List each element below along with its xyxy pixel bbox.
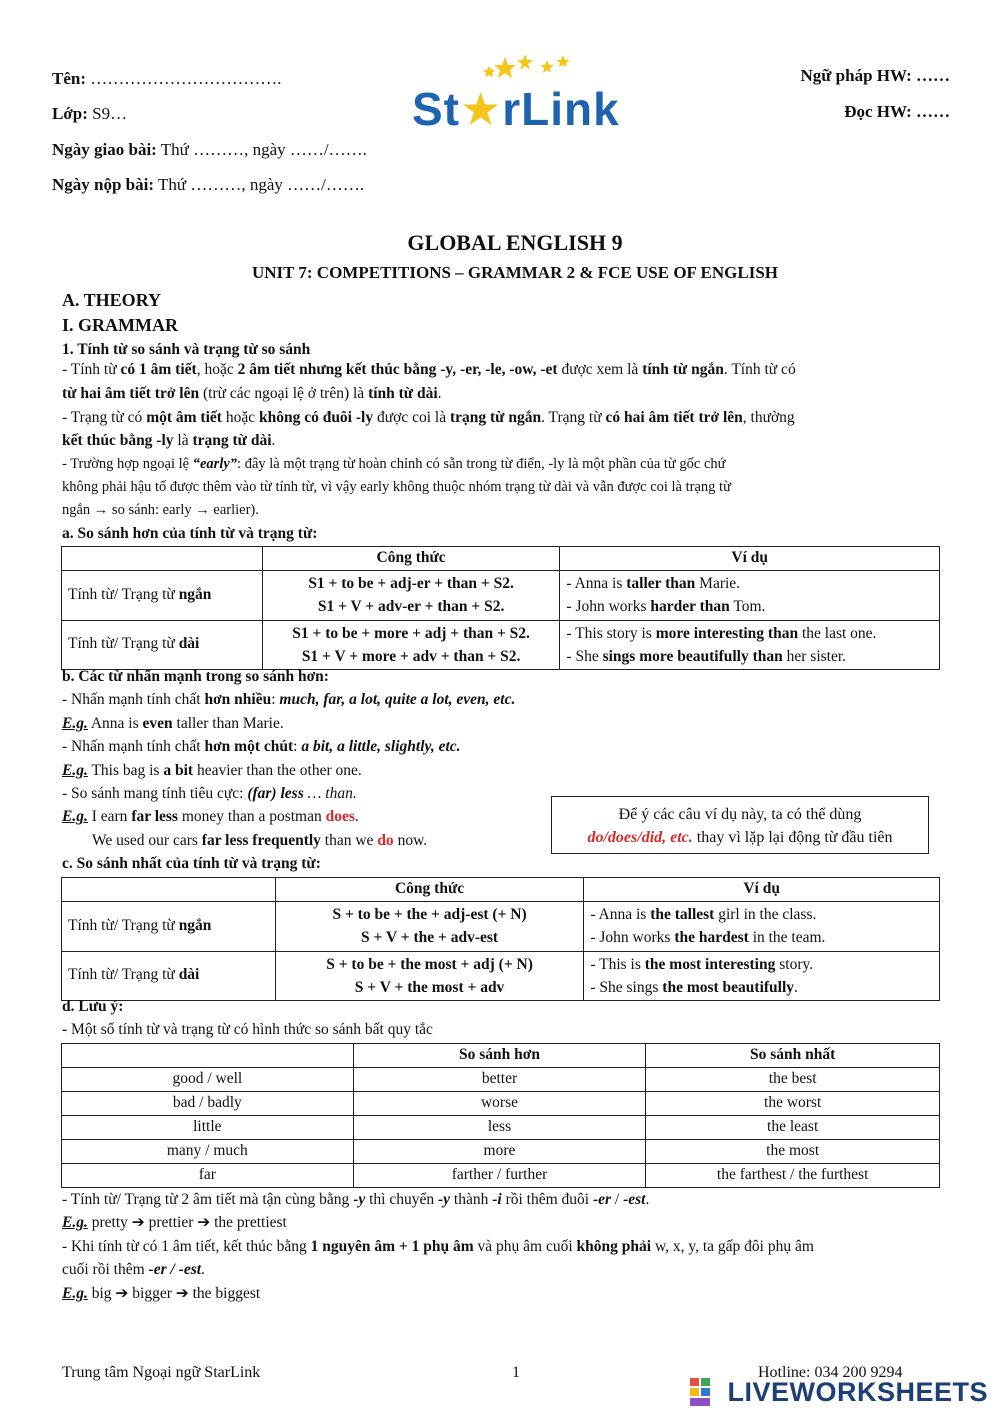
page-title: GLOBAL ENGLISH 9 (407, 230, 623, 255)
class-label: Lớp: (52, 104, 88, 123)
theory-para-2: từ hai âm tiết trở lên (trừ các ngoại lệ ở trên) là tính từ dài. (62, 385, 442, 402)
grammar-heading: I. GRAMMAR (62, 315, 178, 335)
comparative-table (61, 546, 940, 670)
grammar-hw[interactable]: Ngữ pháp HW: …… (800, 66, 950, 85)
class-value: S9… (87, 104, 128, 123)
submit-date-line (52, 174, 364, 197)
table-row: many / much more the most (62, 1140, 940, 1164)
submit-date-value[interactable]: Thứ ………, ngày ……/……. (154, 175, 365, 194)
section-b-heading: b. Các từ nhấn mạnh trong so sánh hơn: (62, 668, 329, 685)
theory-para-3: - Trạng từ có một âm tiết hoặc không có đuôi -ly được coi là trạng từ ngắn. Trạng từ có hai âm tiết trở lên, thường (62, 409, 795, 426)
submit-date-label: Ngày nộp bài: (52, 175, 155, 194)
theory-para-1: - Tính từ có 1 âm tiết, hoặc 2 âm tiết nhưng kết thúc bằng -y, -er, -le, -ow, -et được xem là tính từ ngắn. Tính từ có (62, 361, 796, 378)
emphasis-example-1: E.g. Anna is even taller than Marie. (62, 715, 284, 732)
rule-double-consonant-2: cuối rồi thêm -er / -est. (62, 1261, 205, 1278)
superlative-table (61, 877, 940, 1001)
section-1-heading: 1. Tính từ so sánh và trạng từ so sánh (62, 341, 311, 358)
table-row: Tính từ/ Trạng từ dài S + to be + the most + adj (+ N) S + V + the most + adv - This is the most interesting story. - She sings the most beautifully. (62, 951, 940, 1001)
emphasis-example-2: E.g. This bag is a bit heavier than the other one. (62, 762, 362, 779)
page-subtitle: UNIT 7: COMPETITIONS – GRAMMAR 2 & FCE USE OF ENGLISH (251, 263, 779, 282)
table-row: bad / badly worse the worst (62, 1092, 940, 1116)
liveworksheets-logo-icon (690, 1378, 710, 1406)
starlink-logo (410, 52, 640, 135)
rule-y-example: E.g. pretty ➔ prettier ➔ the prettiest (62, 1214, 287, 1231)
footer-center-name: Trung tâm Ngoại ngữ StarLink (62, 1364, 261, 1381)
reading-hw[interactable]: Đọc HW: …… (844, 102, 950, 121)
table-header: So sánh hơn (353, 1044, 646, 1068)
rule-y-to-i: - Tính từ/ Trạng từ 2 âm tiết mà tận cùng bằng -y thì chuyển -y thành -i rồi thêm đuôi -er / -est. (62, 1191, 650, 1208)
name-value[interactable]: ……………………………. (86, 69, 282, 88)
emphasis-line-2: - Nhấn mạnh tính chất hơn một chút: a bit, a little, slightly, etc. (62, 738, 461, 755)
section-d-heading: d. Lưu ý: (62, 998, 124, 1015)
section-c-heading: c. So sánh nhất của tính từ và trạng từ: (62, 855, 321, 872)
table-row: Tính từ/ Trạng từ dài S1 + to be + more + adj + than + S2. S1 + V + more + adv + than + S2. - This story is more interesting than the last one. - She sings more beautifully than her sister. (62, 620, 940, 670)
theory-para-5: - Trường hợp ngoại lệ “early”: đây là một trạng từ hoàn chỉnh có sẵn trong từ điển, -ly là một phần của từ gốc chứ (62, 456, 726, 472)
theory-para-6: không phải hậu tố được thêm vào từ tính từ, vì vậy early không thuộc nhóm trạng từ dài và vẫn được coi là trạng từ (62, 479, 731, 495)
assign-date-label: Ngày giao bài: (52, 140, 157, 159)
table-row: good / well better the best (62, 1068, 940, 1092)
theory-para-4: kết thúc bằng -ly là trạng từ dài. (62, 432, 276, 449)
theory-para-7: ngắn → so sánh: early → earlier). (62, 502, 259, 518)
table-row: far farther / further the farthest / the furthest (62, 1164, 940, 1188)
section-a-heading: a. So sánh hơn của tính từ và trạng từ: (62, 525, 318, 542)
emphasis-line-3: - So sánh mang tính tiêu cực: (far) less … than. (62, 785, 357, 802)
table-header: Ví dụ (560, 547, 940, 571)
theory-heading: A. THEORY (62, 290, 162, 310)
rule-double-example: E.g. big ➔ bigger ➔ the biggest (62, 1285, 261, 1302)
table-row: little less the least (62, 1116, 940, 1140)
table-header (62, 1044, 354, 1068)
irregular-table (61, 1043, 940, 1188)
table-row: Tính từ/ Trạng từ ngắn S + to be + the + adj-est (+ N) S + V + the + adv-est - Anna is the tallest girl in the class. - John works the hardest in the team. (62, 902, 940, 952)
assign-date-line (52, 139, 367, 162)
table-header: Ví dụ (584, 878, 940, 902)
emphasis-line-1: - Nhấn mạnh tính chất hơn nhiều: much, far, a lot, quite a lot, even, etc. (62, 691, 516, 708)
name-label: Tên: (52, 69, 86, 88)
irregular-intro: - Một số tính từ và trạng từ có hình thức so sánh bất quy tắc (62, 1021, 433, 1038)
footer-hotline: Hotline: 034 200 9294 (758, 1364, 903, 1381)
table-header: Công thức (275, 878, 584, 902)
rule-double-consonant: - Khi tính từ có 1 âm tiết, kết thúc bằng 1 nguyên âm + 1 phụ âm và phụ âm cuối không phải w, x, y, ta gấp đôi phụ âm (62, 1238, 814, 1255)
assign-date-value[interactable]: Thứ ………, ngày ……/……. (156, 140, 367, 159)
liveworksheets-watermark: LIVEWORKSHEETS (727, 1377, 988, 1407)
note-box: Để ý các câu ví dụ này, ta có thể dùng do/does/did, etc. thay vì lặp lại động từ đầu tiên (551, 796, 929, 854)
table-header (62, 878, 276, 902)
table-header: So sánh nhất (646, 1044, 940, 1068)
emphasis-example-3: E.g. I earn far less money than a postman does. (62, 808, 359, 825)
table-header (62, 547, 263, 571)
emphasis-example-4: We used our cars far less frequently than we do now. (92, 832, 428, 849)
class-line (52, 103, 127, 126)
page-number: 1 (512, 1364, 520, 1381)
logo-text: St★rLink (412, 83, 620, 135)
table-header: Công thức (262, 547, 560, 571)
table-row: Tính từ/ Trạng từ ngắn S1 + to be + adj-er + than + S2. S1 + V + adv-er + than + S2. - Anna is taller than Marie. - John works harder than Tom. (62, 571, 940, 621)
name-line (52, 68, 282, 91)
